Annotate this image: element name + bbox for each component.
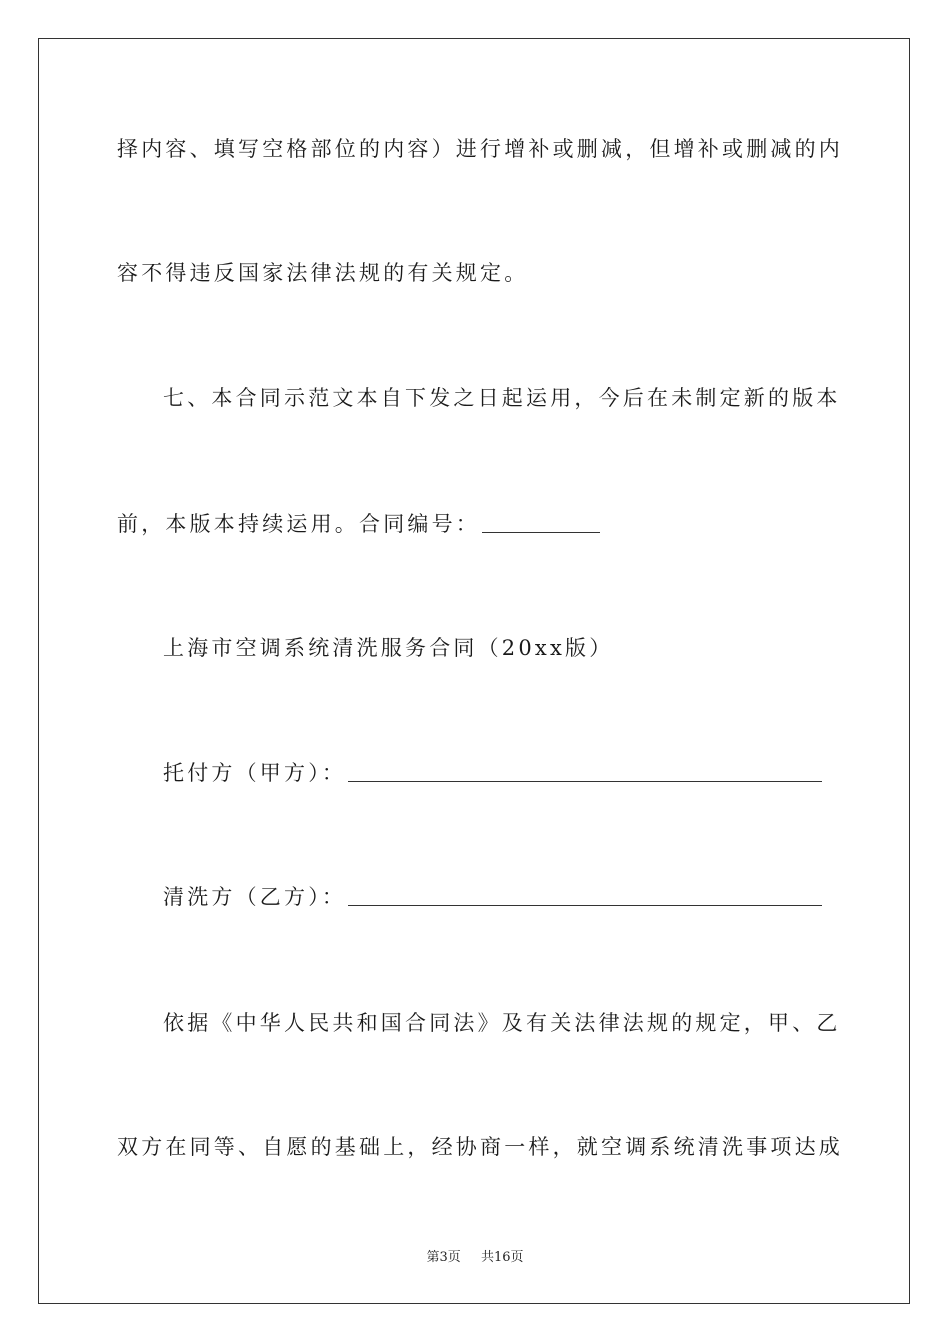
preamble-line-1: 依据《中华人民共和国合同法》及有关法律法规的规定，甲、乙 bbox=[163, 1011, 841, 1035]
clause-seven-line-2 bbox=[117, 512, 600, 536]
party-a-blank bbox=[348, 780, 822, 782]
paragraph-line-1: 择内容、填写空格部位的内容）进行增补或删减，但增补或删减的内 bbox=[117, 137, 843, 161]
party-b-line bbox=[163, 885, 822, 909]
page-total: 共16页 bbox=[481, 1250, 524, 1265]
clause-seven-line-1: 七、本合同示范文本自下发之日起运用，今后在未制定新的版本 bbox=[163, 386, 841, 410]
contract-title: 上海市空调系统清洗服务合同（20xx版） bbox=[163, 636, 614, 660]
page-border bbox=[38, 38, 910, 1304]
contract-number-label: 前，本版本持续运用。合同编号： bbox=[117, 512, 480, 536]
preamble-line-2: 双方在同等、自愿的基础上，经协商一样，就空调系统清洗事项达成 bbox=[117, 1135, 843, 1159]
party-a-label: 托付方（甲方）： bbox=[163, 761, 347, 785]
page-footer bbox=[0, 1246, 950, 1265]
party-b-label: 清洗方（乙方）： bbox=[163, 885, 347, 909]
page-current: 第3页 bbox=[426, 1250, 461, 1265]
paragraph-line-2: 容不得违反国家法律法规的有关规定。 bbox=[117, 261, 529, 285]
party-b-blank bbox=[348, 904, 822, 906]
party-a-line bbox=[163, 761, 822, 785]
contract-number-blank bbox=[482, 531, 600, 533]
